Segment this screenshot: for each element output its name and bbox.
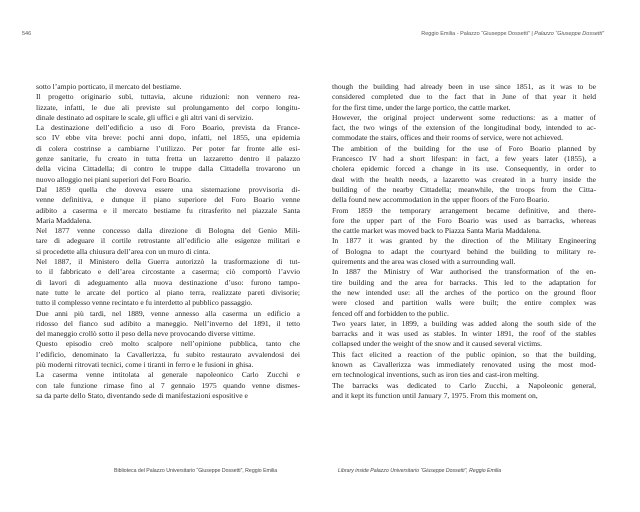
text-line: quirements and the area was closed with a surrounding wall. (332, 257, 516, 267)
running-head-title: Reggio Emilia - Palazzo “Giuseppe Dossetti” (421, 31, 530, 37)
text-line: tare di adeguare il cortile retrostante all’edificio alle esigenze militari e (36, 236, 300, 246)
text-line: genze sanitarie, fu creato in tutta fretta un lazzaretto dentro il palazzo (36, 154, 300, 164)
text-line: del maneggio crollò sotto il peso della neve provocando diverse vittime. (36, 329, 256, 339)
text-line: to il fabbricato e dell’area circostante a caserma; ciò comportò l’avvio (36, 267, 300, 277)
text-line: the cattle market was moved back to Piazza Santa Maria Maddalena. (332, 226, 541, 236)
text-line: venne definitiva, e dunque il piano superiore del Foro Boario venne (36, 195, 300, 205)
text-line: sco IV ebbe vita breve: pochi anni dopo, infatti, nel 1855, una epidemia (36, 133, 300, 143)
text-line: fact, the two wings of the extension of the longitudinal body, intended to ac- (332, 123, 596, 133)
text-line: tire building and the area for barracks. This led to the adaptation for (332, 277, 596, 287)
text-line: Nel 1877 venne concesso dalla direzione di Bologna del Genio Mili- (36, 226, 300, 236)
text-line: Due anni più tardi, nel 1889, venne annesso alla caserma un edificio a (36, 308, 300, 318)
text-line: Nel 1887, il Ministero della Guerra autorizzò la trasformazione di tut- (36, 257, 300, 267)
italian-text-column (36, 82, 300, 401)
text-line: di colera costrinse a cambiarne l’utilizzo. Per poter far fronte alle esi- (36, 143, 300, 153)
text-line: barracks and it was used as stables. In winter 1891, the roof of the stables (332, 329, 596, 339)
text-line: for the first time, under the large portico, the cattle market. (332, 102, 511, 112)
text-line: The barracks was dedicated to Carlo Zucchi, a Napoleonic general, (332, 380, 596, 390)
english-caption: Library inside Palazzo Universitario “Giuseppe Dossetti”, Reggio Emilia (338, 468, 502, 474)
text-line: fore the upper part of the Foro Boario was used as barracks, whereas (332, 215, 596, 225)
text-line: ridosso del fianco sud adibito a maneggio. Nell’inverno del 1891, il tetto (36, 318, 300, 328)
text-line: and it kept its function until January 7, 1975. From this moment on, (332, 390, 538, 400)
text-line: lizzate, infatti, le due ali previste sul prolungamento del corpo longitu- (36, 102, 300, 112)
text-line: the new intended use: all the arches of the portico on the ground floor (332, 287, 596, 297)
text-line: Francesco IV had a short lifespan: in fact, a few years later (1855), a (332, 154, 596, 164)
text-line: di lavori di adeguamento alla nuova destinazione d’uso: furono tampo- (36, 277, 300, 287)
text-line: ern technological inventions, such as iron ties and cast-iron melting. (332, 370, 539, 380)
text-line: The ambition of the building for the use of Foro Boario planned by (332, 143, 596, 153)
text-line: La destinazione dell’edificio a uso di Foro Boario, prevista da France- (36, 123, 300, 133)
text-line: si procedette alla chiusura dell’area con un muro di cinta. (36, 246, 211, 256)
text-line: deal with the health needs, a lazaretto was created in a hurry inside the (332, 174, 596, 184)
text-line: tutto il complesso venne recintato e fu interdetto al pubblico passaggio. (36, 298, 253, 308)
text-line: This fact elicited a reaction of the public opinion, so that the building, (332, 349, 596, 359)
text-line: Two years later, in 1899, a building was added along the south side of the (332, 318, 596, 328)
text-line: In 1877 it was granted by the direction of the Military Engineering (332, 236, 596, 246)
text-line: Questo episodio creò molto scalpore nell’opinione pubblica, tanto che (36, 339, 300, 349)
text-line: fenced off and forbidden to the public. (332, 308, 449, 318)
page-number: 546 (22, 31, 32, 37)
text-line: più moderni ritrovati tecnici, come i tiranti in ferro e le fusioni in ghisa. (36, 360, 254, 370)
text-line: nate tutte le arcate del portico al piano terra, realizzate pareti divisorie; (36, 287, 300, 297)
text-line: However, the original project underwent some reductions: as a matter of (332, 112, 596, 122)
text-line: nuovo alloggio nei piani superiori del Foro Boario. (36, 174, 191, 184)
text-line: sa da parte dello Stato, diventando sede di manifestazioni espositive e (36, 390, 248, 400)
text-line: considered completed due to the fact that in June of that year it held (332, 92, 596, 102)
text-line: cholera epidemic forced a change in its use. Consequently, in order to (332, 164, 596, 174)
running-head (421, 31, 604, 37)
text-line: La caserma venne intitolata al generale napoleonico Carlo Zucchi e (36, 370, 300, 380)
text-line: Maria Maddalena. (36, 215, 92, 225)
text-line: In 1887 the Ministry of War authorised the transformation of the en- (332, 267, 596, 277)
running-head-italic-title: Palazzo “Giuseppe Dossetti” (534, 31, 604, 37)
text-line: were closed and partition walls were built; the entire complex was (332, 298, 596, 308)
english-text-column (332, 82, 596, 401)
text-line: adibito a caserma e il mercato bestiame fu ritrasferito nel piazzale Santa (36, 205, 300, 215)
text-line: of Bologna to adapt the courtyard behind the building to military re- (332, 246, 596, 256)
text-line: sotto l’ampio porticato, il mercato del bestiame. (36, 82, 182, 91)
italian-caption: Biblioteca del Palazzo Universitario “Giuseppe Dossetti”, Reggio Emilia (114, 468, 278, 474)
text-line: From 1859 the temporary arrangement became definitive, and there- (332, 205, 596, 215)
text-line: della found new accommodation in the upper floors of the Foro Boario. (332, 195, 550, 205)
running-head-separator: | (529, 31, 535, 37)
text-line: Dal 1859 quella che doveva essere una sistemazione provvisoria di- (36, 184, 300, 194)
text-line: l’edificio, denominato la Cavallerizza, fu subito restaurato avvalendosi dei (36, 349, 300, 359)
text-line: known as Cavallerizza was immediately renovated using the most mod- (332, 360, 596, 370)
text-line: dinale destinato ad ospitare le scale, gli uffici e gli altri vani di servizio. (36, 112, 254, 122)
text-line: con tale funzione rimase fino al 7 gennaio 1975 quando venne dismes- (36, 380, 300, 390)
text-line: della vicina Cittadella; di contro le truppe dalla Cittadella trovarono un (36, 164, 300, 174)
text-line: collapsed under the weight of the snow and it caused several victims. (332, 339, 543, 349)
text-line: building of the nearby Cittadella; meanwhile, the troops from the Citta- (332, 184, 596, 194)
text-line: Il progetto originario subì, tuttavia, alcune riduzioni: non vennero rea- (36, 92, 300, 102)
text-line: though the building had already been in use since 1851, as it was to be (332, 82, 596, 91)
text-line: commodate the stairs, offices and their rooms of service, were not achieved. (332, 133, 563, 143)
